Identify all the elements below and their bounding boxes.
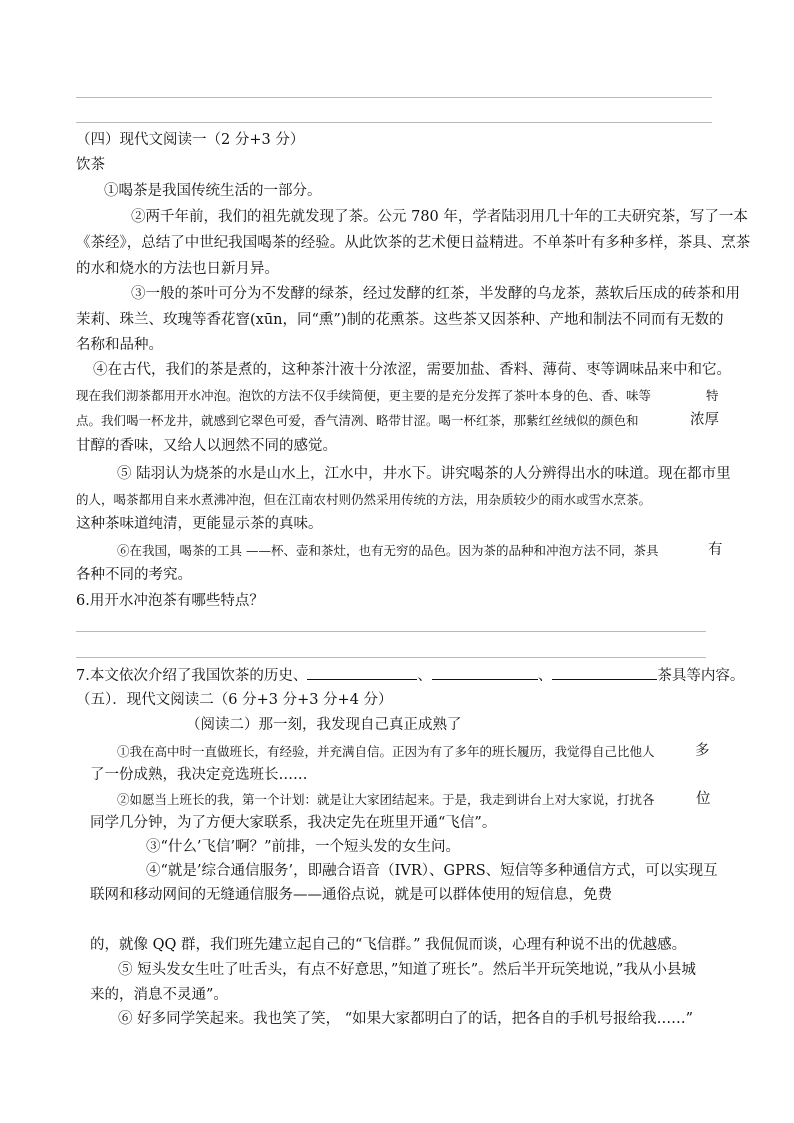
paragraph-line: 名称和品种。	[76, 337, 163, 353]
paragraph-line-end: 浓厚	[690, 412, 719, 428]
paragraph-line: 这种茶味道纯清，更能显示茶的真味。	[76, 516, 323, 532]
paragraph-line: ④“就是’综合通信服务’，即融合语音（IVR）、GPRS、短信等多种通信方式，可以实现互	[146, 863, 718, 879]
question-7	[76, 665, 744, 686]
paragraph-line-end: 位	[696, 791, 711, 807]
paragraph-line: 甘醇的香味，又给人以迥然不同的感觉。	[76, 438, 337, 454]
answer-line	[76, 122, 712, 123]
paragraph-line: 《茶经》，总结了中世纪我国喝茶的经验。从此饮茶的艺术便日益精进。不单茶叶有多种多样，茶具、烹茶	[76, 235, 751, 251]
paragraph-line: ①我在高中时一直做班长，有经验，并充满自信。正因为有了多年的班长履历，我觉得自己比他人	[117, 744, 655, 759]
paragraph-line-end: 特	[706, 388, 719, 403]
paragraph-line: ③“什么’飞信’啊？”前排，一个短头发的女生问。	[146, 839, 461, 855]
paragraph-line: ②两千年前，我们的祖先就发现了茶。公元 780 年，学者陆羽用几十年的工夫研究茶，写了一本	[131, 209, 748, 225]
paragraph-line: 的人，喝茶都用自来水煮沸冲泡，但在江南农村则仍然采用传统的方法，用杂质较少的雨水或雪水烹茶。	[76, 492, 652, 507]
fill-blank[interactable]	[432, 665, 538, 680]
article-title: 饮茶	[76, 157, 105, 173]
fill-blank[interactable]	[552, 665, 657, 680]
separator: 、	[417, 668, 432, 684]
paragraph-line: 同学几分钟，为了方便大家联系，我决定先在班里开通“飞信”。	[90, 815, 497, 831]
paragraph-line: ⑤ 短头发女生吐了吐舌头，有点不好意思，”知道了班长”。然后半开玩笑地说，”我从小县城	[118, 962, 696, 978]
paragraph-line: 联网和移动网间的无缝通信服务——通俗点说，就是可以群体使用的短信息，免费	[90, 887, 612, 903]
separator: 、	[537, 668, 553, 684]
question-6: 6.用开水冲泡茶有哪些特点？	[76, 593, 264, 609]
paragraph-line: ①喝茶是我国传统生活的一部分。	[104, 183, 322, 199]
paragraph-line-end: 多	[695, 743, 710, 759]
paragraph-line: 来的，消息不灵通”。	[90, 987, 228, 1003]
answer-line	[76, 657, 706, 658]
section-title: （四）现代文阅读一（2 分+3 分）	[76, 132, 305, 148]
section-title: （五）．现代文阅读二（6 分+3 分+3 分+4 分）	[76, 692, 393, 708]
paragraph-line: 现在我们沏茶都用开水冲泡。泡饮的方法不仅手续简便，更主要的是充分发挥了茶叶本身的色、香、味等	[76, 388, 652, 403]
paragraph-line: 点。我们喝一杯龙井，就感到它翠色可爱，香气清冽、略带甘涩。喝一杯红茶，那紫红丝绒似的颜色和	[76, 413, 639, 428]
paragraph-line: 的，就像 QQ 群，我们班先建立起自己的“飞信群。” 我侃侃而谈，心理有种说不出的优越感。	[90, 937, 687, 953]
paragraph-line: ②如愿当上班长的我，第一个计划：就是让大家团结起来。于是，我走到讲台上对大家说，打扰各	[117, 792, 655, 807]
article-title: （阅读二）那一刻，我发现自己真正成熟了	[186, 717, 462, 733]
question-7-text: 7.本文依次介绍了我国饮茶的历史、	[76, 668, 308, 684]
answer-line	[76, 631, 706, 632]
paragraph-line: 各种不同的考究。	[76, 567, 192, 583]
paragraph-line: 了一份成熟，我决定竞选班长……	[90, 767, 308, 783]
question-7-end: 茶具等内容。	[657, 668, 745, 684]
paragraph-line: ③一般的茶叶可分为不发酵的绿茶，经过发酵的红茶，半发酵的乌龙茶，蒸软后压成的砖茶和用	[131, 286, 740, 302]
paragraph-line: ⑥在我国，喝茶的工具 ——杯、壶和茶灶，也有无穷的品色。因为茶的品种和冲泡方法不同，茶具	[117, 543, 659, 558]
answer-line	[76, 97, 712, 98]
paragraph-line: ④在古代，我们的茶是煮的，这种茶汁液十分浓涩，需要加盐、香料、薄荷、枣等调味品来中和它。	[93, 362, 731, 378]
paragraph-line: 茉莉、珠兰、玫瑰等香花窨(xūn，同“熏”)制的花熏茶。这些茶又因茶种、产地和制法不同而有无数的	[76, 312, 724, 328]
paragraph-line: ⑥ 好多同学笑起来。我也笑了笑， “如果大家都明白了的话，把各自的手机号报给我……”	[118, 1011, 694, 1027]
fill-blank[interactable]	[307, 665, 417, 680]
paragraph-line: 的水和烧水的方法也日新月异。	[76, 261, 279, 277]
paragraph-line-end: 有	[708, 542, 723, 558]
paragraph-line: ⑤ 陆羽认为烧茶的水是山水上，江水中，井水下。讲究喝茶的人分辨得出水的味道。现在都市里	[117, 466, 731, 482]
